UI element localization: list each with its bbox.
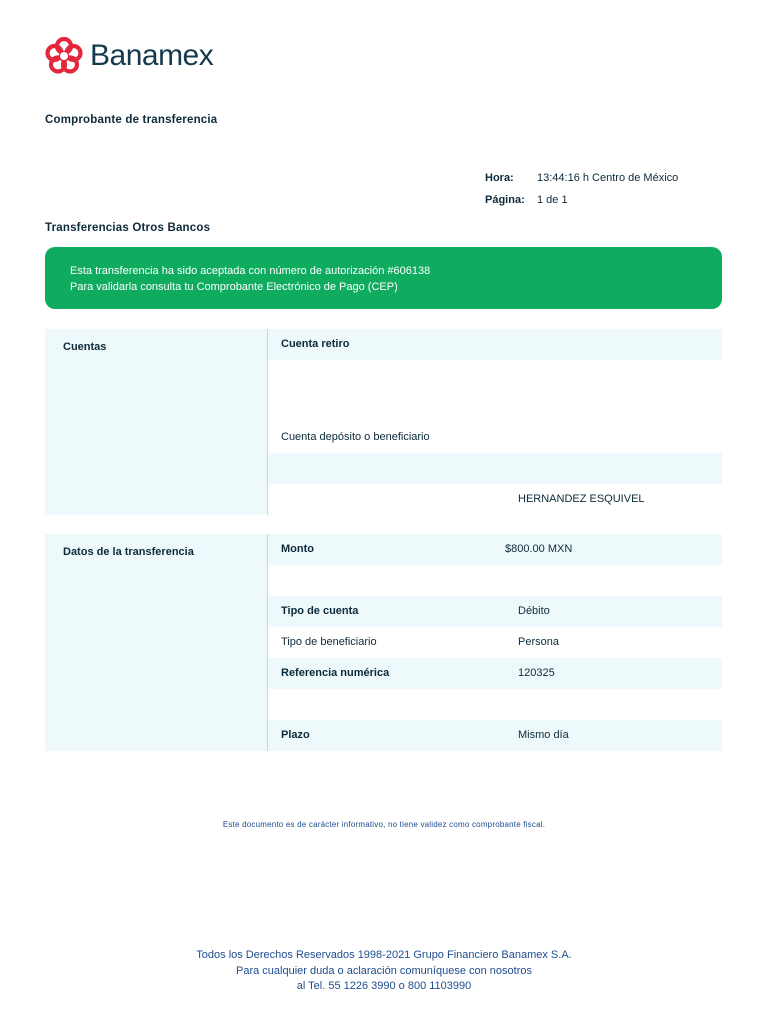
hora-value: 13:44:16 h Centro de México [537,172,679,184]
brand-name: Banamex [90,39,214,72]
tipo-cuenta-label: Tipo de cuenta [281,605,359,617]
cuentas-label: Cuentas [45,329,267,515]
footer-line-2: Para cualquier duda o aclaración comuníquese con nosotros [236,964,532,977]
cuenta-retiro-label: Cuenta retiro [281,338,350,350]
fiscal-notice: Este documento es de carácter informativo, no tiene validez como comprobante fiscal. [222,820,546,829]
row-tipo-beneficiario [268,627,722,658]
row-plazo [268,720,722,751]
authorization-banner [45,247,722,309]
pagina-label: Página: [485,194,525,206]
tipo-beneficiario-label: Tipo de beneficiario [281,636,377,648]
row-monto [268,534,722,565]
plazo-label: Plazo [281,729,310,741]
cuenta-deposito-label: Cuenta depósito o beneficiario [281,431,430,443]
footer-line-1: Todos los Derechos Reservados 1998-2021 Grupo Financiero Banamex S.A. [196,949,572,961]
pagina-value: 1 de 1 [537,194,568,206]
footer [0,948,768,995]
tipo-beneficiario-value: Persona [518,636,559,648]
monto-value: $800.00 MXN [505,543,573,555]
brand-logo [44,36,213,76]
transferencia-block [45,534,722,751]
row-cuenta-retiro [268,329,722,360]
transferencia-label: Datos de la transferencia [45,534,267,751]
section-title: Transferencias Otros Bancos [45,222,211,234]
meta-pagina [485,194,568,206]
row-referencia [268,658,722,689]
footer-line-3: al Tel. 55 1226 3990 o 800 1103990 [296,980,472,992]
referencia-value: 120325 [518,667,555,679]
referencia-label: Referencia numérica [281,667,390,679]
banamex-flower-icon [44,36,84,76]
beneficiario-name: HERNANDEZ ESQUIVEL [518,493,645,505]
banner-line-1: Esta transferencia ha sido aceptada con número de autorización #606138 [70,265,431,277]
meta-hora [485,172,678,184]
cuentas-block [45,329,722,515]
plazo-value: Mismo día [518,729,569,741]
row-beneficiario [268,484,722,515]
monto-label: Monto [281,543,314,555]
banner-line-2: Para validarla consulta tu Comprobante Electrónico de Pago (CEP) [70,281,398,293]
row-tipo-cuenta [268,596,722,627]
document-title: Comprobante de transferencia [45,114,218,126]
hora-label: Hora: [485,172,514,184]
row-empty [268,453,722,484]
row-cuenta-deposito [268,422,722,453]
tipo-cuenta-value: Débito [518,605,550,617]
